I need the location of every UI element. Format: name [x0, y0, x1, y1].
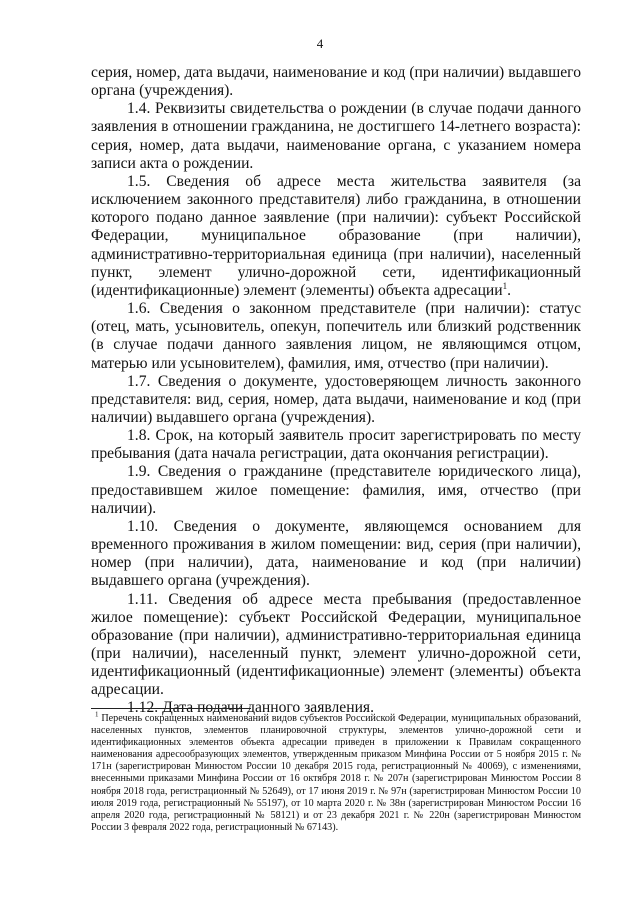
footnote-divider	[91, 708, 251, 709]
paragraph-1-6: 1.6. Сведения о законном представителе (при наличии): статус (отец, мать, усыновитель, опекун, попечитель или близкий родственник (в случае подачи данного заявления лицом, не являющимся отцом, матерью или усыновителем), фамилия, имя, отчество (при наличии).	[91, 300, 581, 372]
paragraph-1-7: 1.7. Сведения о документе, удостоверяющем личность законного представителя: вид, серия, номер, дата выдачи, наименование и код (при наличии) выдавшего органа (учреждения).	[91, 372, 581, 426]
footnote	[91, 710, 581, 834]
paragraph-1-12: 1.12. Дата подачи данного заявления.	[127, 699, 374, 717]
paragraph-1-4: 1.4. Реквизиты свидетельства о рождении (в случае подачи данного заявления в отношении гражданина, не достигшего 14-летнего возраста): серия, номер, дата выдачи, наименование органа, с указанием номера записи акта о рождении.	[91, 100, 581, 172]
paragraph-1-8: 1.8. Срок, на который заявитель просит зарегистрировать по месту пребывания (дата начала регистрации, дата окончания регистрации).	[91, 427, 581, 463]
paragraph-1-11: 1.11. Сведения об адресе места пребывания (предоставленное жилое помещение): субъект Российской Федерации, муниципальное образование (при наличии), административно-территориальная единица (при наличии), населенный пункт, элемент улично-дорожной сети, идентификационный (идентификационные) элемент (элементы) объекта адресации.	[91, 590, 581, 699]
paragraph-1-5-text: 1.5. Сведения об адресе места жительства заявителя (за исключением законного представителя) либо гражданина, в отношении которого подано данное заявление (при наличии): субъект Российской Федерации, муниципальное образование (при наличии), административно-территориальная единица (при наличии), населенный пункт, элемент улично-дорожной сети, идентификационный (идентификационные) элемент (элементы) объекта адресации	[91, 172, 581, 299]
paragraph-1-5-tail: .	[507, 281, 512, 299]
footnote-mark: 1	[95, 710, 99, 719]
paragraph-1-5	[91, 173, 581, 300]
footnote-reference: 1	[502, 280, 508, 291]
footnote-text: Перечень сокращенных наименований видов субъектов Российской Федерации, муниципальных образований, населенных пунктов, элементов планировочной структуры, элементов улично-дорожной сети и идентификационных элементов объекта адресации приведен в приложении к Правилам сокращенного наименования адресообразующих элементов, утвержденным приказом Минфина России от 5 ноября 2015 г. № 171н (зарегистрирован Минюстом России 10 декабря 2015 года, регистрационный № 40069), с изменениями, внесенными приказами Минфина России от 16 октября 2018 г. № 207н (зарегистрирован Минюстом России 8 ноября 2018 года, регистрационный № 52649), от 17 июня 2019 г. № 97н (зарегистрирован Минюстом России 10 июля 2019 года, регистрационный № 55197), от 10 марта 2020 г. № 38н (зарегистрирован Минюстом России 16 апреля 2020 года, регистрационный № 58121) и от 23 декабря 2021 г. № 220н (зарегистрирован Минюстом России 3 февраля 2022 года, регистрационный № 67143).	[91, 713, 581, 833]
paragraph-1-10: 1.10. Сведения о документе, являющемся основанием для временного проживания в жилом помещении: вид, серия (при наличии), номер (при наличии), дата, наименование и код (при наличии) выдавшего органа (учреждения).	[91, 517, 581, 590]
page-number: 4	[316, 36, 324, 51]
paragraph-continuation: серия, номер, дата выдачи, наименование и код (при наличии) выдавшего органа (учреждения).	[91, 64, 581, 100]
paragraph-1-9: 1.9. Сведения о гражданине (представителе юридического лица), предоставившем жилое помещение: фамилия, имя, отчество (при наличии).	[91, 463, 581, 517]
document-body	[91, 64, 581, 718]
